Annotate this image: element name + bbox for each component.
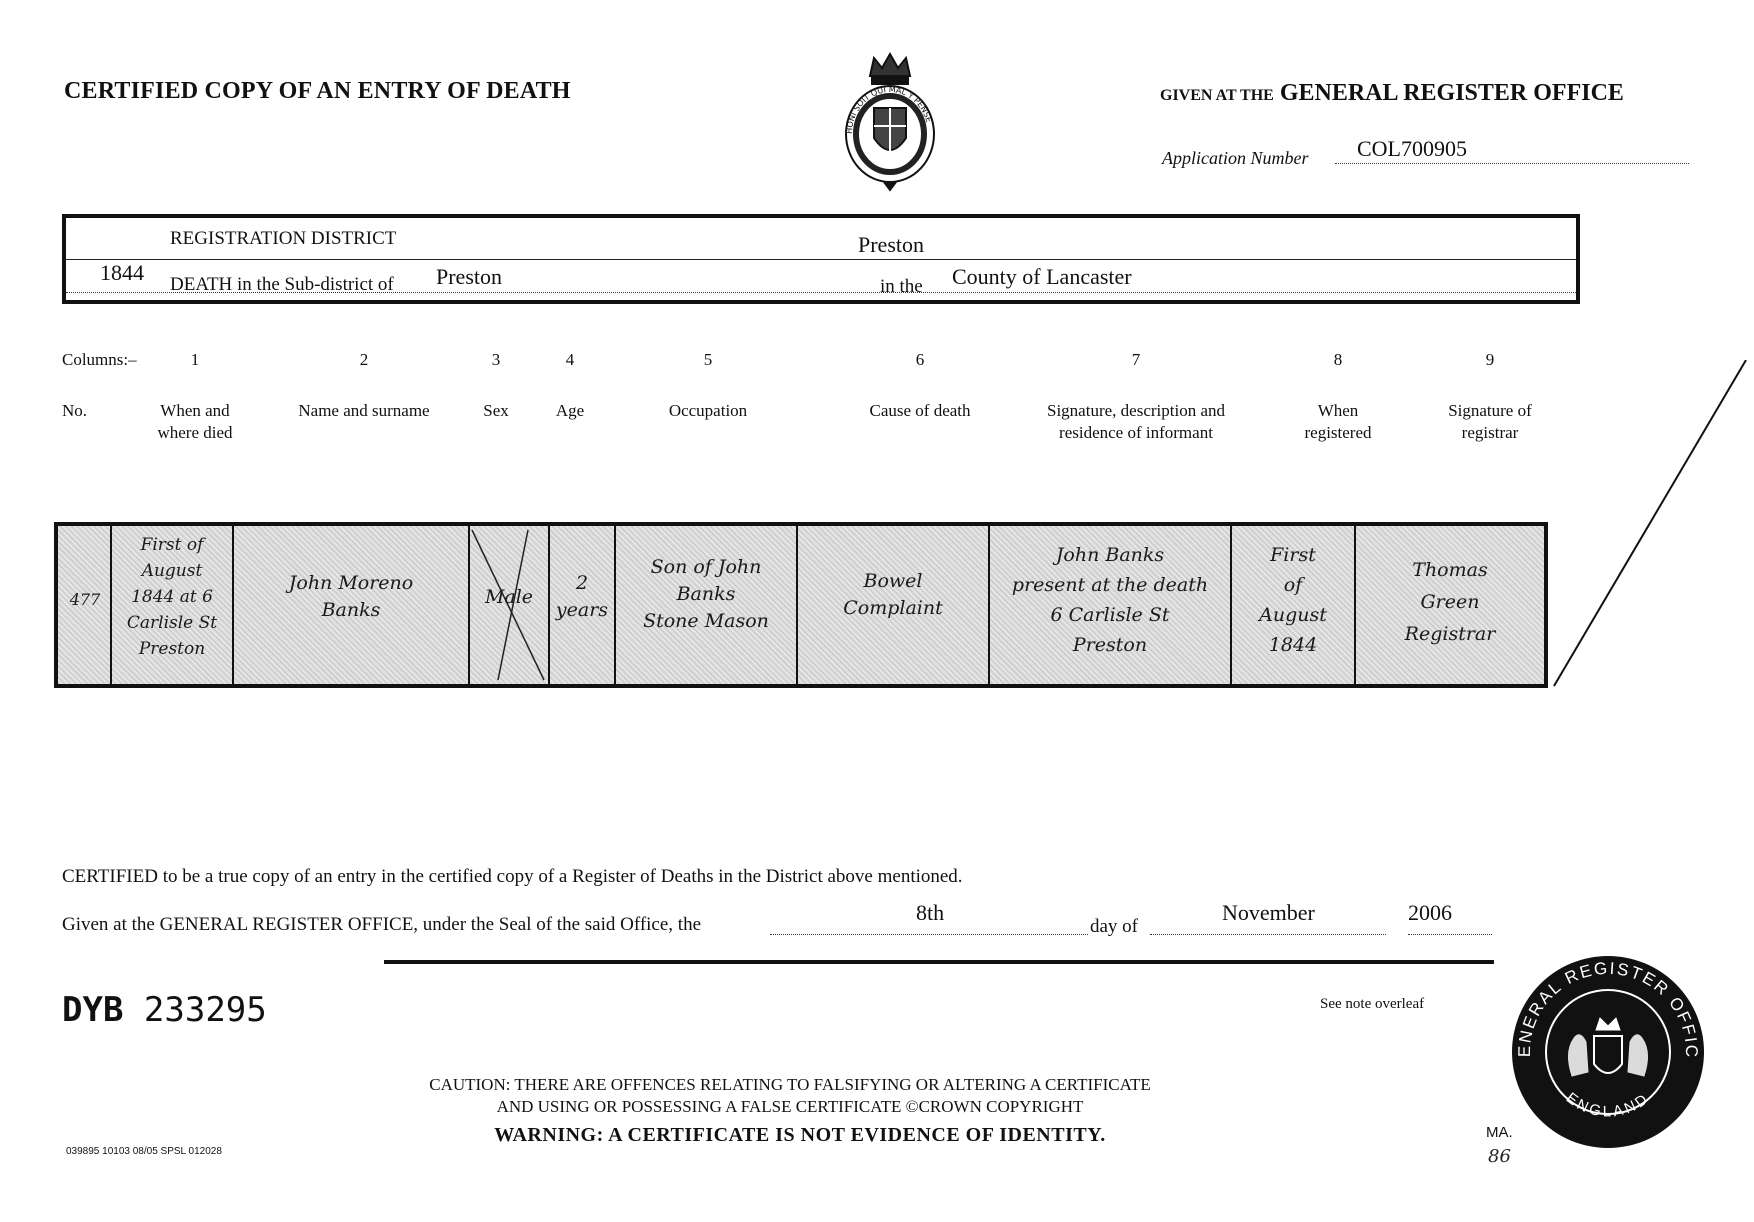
- office-name: GENERAL REGISTER OFFICE: [1279, 80, 1624, 106]
- column-number: 2: [359, 350, 369, 369]
- header-informant: [1020, 400, 1252, 444]
- entry-line: Registrar: [1404, 623, 1496, 645]
- certificate-title: CERTIFIED COPY OF AN ENTRY OF DEATH: [64, 78, 571, 104]
- ma-value: 86: [1488, 1146, 1511, 1167]
- county-value: County of Lancaster: [952, 264, 1132, 289]
- seal-bottom-text: ENGLAND: [1562, 1089, 1654, 1121]
- gro-seal-icon: [1508, 952, 1708, 1152]
- separator-rule: [384, 960, 1494, 964]
- header-line: When and: [160, 401, 230, 420]
- entry-line: Green: [1420, 591, 1480, 613]
- seal-top-text: ENERAL REGISTER OFFIC: [1514, 958, 1702, 1060]
- entry-line: Son of John: [650, 556, 762, 578]
- header-line: registrar: [1461, 423, 1519, 442]
- entry-line: August: [141, 561, 203, 581]
- header-line: When: [1317, 401, 1359, 420]
- column-number: 6: [915, 350, 925, 369]
- entry-line: 2: [575, 572, 589, 594]
- certificate-month: November: [1222, 900, 1315, 925]
- day-dotline: [770, 934, 1088, 935]
- given-at-label: GIVEN AT THE: [1160, 87, 1274, 104]
- entry-line: Carlisle St: [126, 613, 218, 633]
- entry-line: August: [1259, 604, 1327, 626]
- certificate-year: 2006: [1408, 900, 1452, 925]
- given-at-header: [1160, 80, 1624, 107]
- columns-label: Columns:–: [62, 350, 137, 369]
- entry-registered: [1232, 540, 1354, 660]
- header-age: Age: [555, 401, 585, 420]
- header-line: where died: [157, 423, 233, 442]
- caution-text: [360, 1074, 1220, 1118]
- cancellation-diagonal: [1550, 360, 1754, 690]
- column-number: 5: [703, 350, 713, 369]
- entry-line: 1844 at 6: [131, 587, 213, 607]
- entry-line: Preston: [1072, 634, 1148, 656]
- entry-line: 6 Carlisle St: [1050, 604, 1170, 626]
- entry-line: of: [1283, 574, 1303, 596]
- serial-number: 233295: [143, 990, 267, 1030]
- entry-table: [54, 522, 1548, 688]
- subdistrict-label: DEATH in the Sub-district of: [170, 274, 394, 295]
- entry-line: Bowel: [863, 570, 923, 592]
- entry-line: present at the death: [1011, 574, 1209, 596]
- header-line: registered: [1304, 423, 1372, 442]
- serial-prefix: DYB: [62, 990, 124, 1030]
- column-number: 1: [190, 350, 200, 369]
- header-line: Signature, description and: [1047, 401, 1225, 420]
- crest-motto: HONI SOIT QUI MAL Y PENSE: [844, 84, 934, 135]
- entry-informant: [990, 540, 1230, 660]
- caution-line: AND USING OR POSSESSING A FALSE CERTIFICATE ©CROWN COPYRIGHT: [496, 1097, 1084, 1116]
- entry-line: John Banks: [1055, 544, 1165, 566]
- month-dotline: [1150, 934, 1386, 935]
- entry-cause: [798, 568, 988, 622]
- column-number: 4: [565, 350, 575, 369]
- certified-statement: CERTIFIED to be a true copy of an entry in the certified copy of a Register of Deaths in the District above mentioned.: [62, 866, 963, 887]
- entry-line: Complaint: [843, 597, 943, 619]
- header-registrar: [1420, 400, 1560, 444]
- application-number-dotline: [1335, 163, 1689, 164]
- entry-line: First: [1270, 544, 1316, 566]
- header-sex: Sex: [483, 401, 509, 420]
- application-number-value: COL700905: [1357, 136, 1467, 161]
- death-year: 1844: [100, 260, 144, 285]
- column-number: 3: [491, 350, 501, 369]
- in-the-label: in the: [880, 276, 923, 297]
- column-number: 8: [1333, 350, 1343, 369]
- header-line: residence of informant: [1059, 423, 1213, 442]
- entry-age: [550, 570, 614, 624]
- entry-registrar: [1356, 554, 1544, 650]
- header-name: Name and surname: [298, 401, 430, 420]
- column-number: 7: [1131, 350, 1141, 369]
- print-code: 039895 10103 08/05 SPSL 012028: [66, 1146, 222, 1157]
- entry-when-where: [112, 532, 232, 662]
- warning-text: WARNING: A CERTIFICATE IS NOT EVIDENCE OF IDENTITY.: [494, 1124, 1106, 1146]
- entry-line: Banks: [676, 583, 736, 605]
- entry-line: Stone Mason: [643, 610, 769, 632]
- certificate-serial: [62, 990, 267, 1030]
- royal-crest-icon: [840, 46, 940, 192]
- entry-line: Banks: [321, 599, 381, 621]
- header-no: No.: [62, 401, 88, 420]
- day-of-label: day of: [1090, 916, 1139, 937]
- note-overleaf: See note overleaf: [1320, 996, 1425, 1012]
- header-when-where: [125, 400, 265, 444]
- year-dotline: [1408, 934, 1492, 935]
- ma-label: MA.: [1486, 1124, 1513, 1141]
- registration-district-value: Preston: [858, 232, 924, 257]
- entry-occupation: [616, 554, 796, 635]
- entry-line: Thomas: [1412, 559, 1488, 581]
- registration-district-label: REGISTRATION DISTRICT: [170, 228, 397, 249]
- entry-line: 1844: [1268, 634, 1318, 656]
- entry-no: 477: [69, 590, 101, 609]
- header-registered: [1278, 400, 1398, 444]
- entry-sex: Male: [484, 586, 534, 608]
- entry-line: years: [555, 599, 609, 621]
- application-number-label: Application Number: [1162, 148, 1309, 168]
- caution-line: CAUTION: THERE ARE OFFENCES RELATING TO FALSIFYING OR ALTERING A CERTIFICATE: [429, 1075, 1151, 1094]
- subdistrict-value: Preston: [436, 264, 502, 289]
- given-statement: Given at the GENERAL REGISTER OFFICE, under the Seal of the said Office, the: [62, 914, 702, 935]
- header-line: Signature of: [1448, 401, 1532, 420]
- entry-line: Preston: [138, 639, 206, 659]
- column-number: 9: [1485, 350, 1495, 369]
- entry-name: [234, 570, 468, 624]
- entry-line: John Moreno: [288, 572, 414, 594]
- header-cause: Cause of death: [869, 401, 971, 420]
- district-divider: [66, 259, 1576, 260]
- header-occupation: Occupation: [668, 401, 748, 420]
- entry-line: First of: [140, 535, 204, 555]
- certificate-day: 8th: [916, 900, 945, 925]
